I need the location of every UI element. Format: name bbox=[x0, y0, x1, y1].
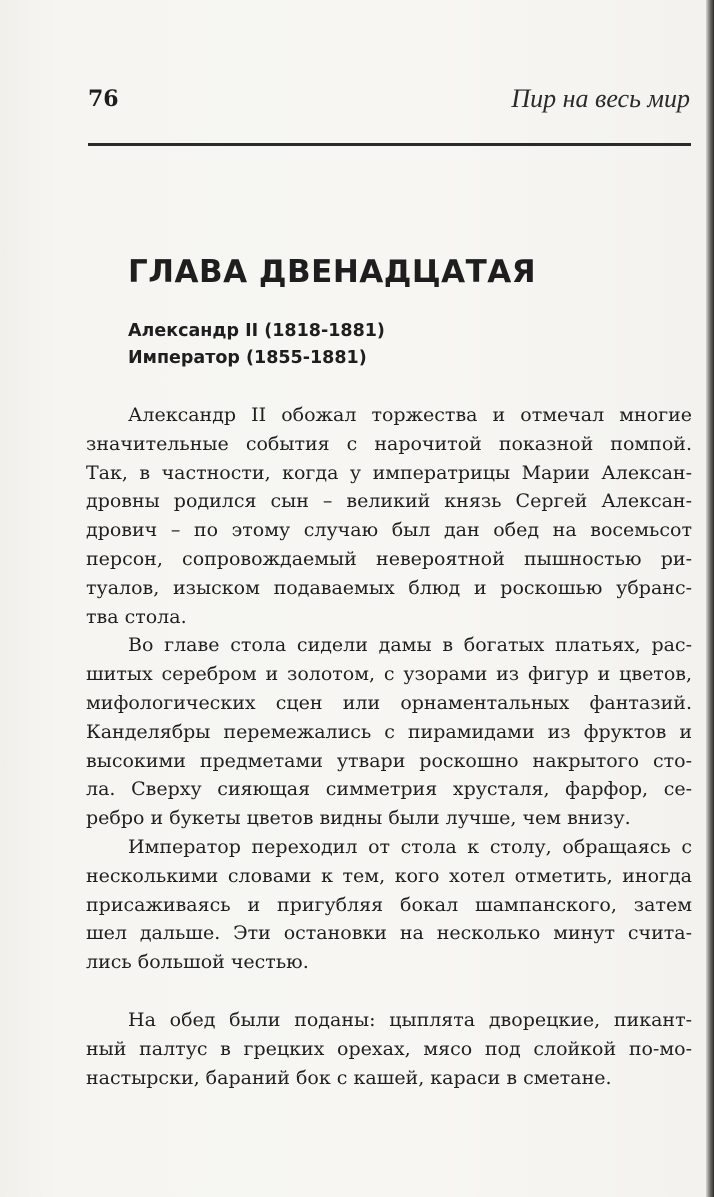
text-line: настырски, бараний бок с кашей, караси в сметане. bbox=[86, 1066, 612, 1089]
text-line: шел дальше. Эти остановки на несколько минут счита- bbox=[86, 922, 692, 945]
paragraph-gap bbox=[86, 977, 692, 1006]
chapter-title: ГЛАВА ДВЕНАДЦАТАЯ bbox=[128, 254, 537, 290]
text-line: дрович – по этому случаю был дан обед на восемьсот bbox=[86, 519, 692, 542]
text-line: присаживаясь и пригубляя бокал шампанского, затем bbox=[86, 893, 692, 916]
text-line: тва стола. bbox=[86, 605, 187, 628]
page-edge-shadow bbox=[706, 0, 714, 1197]
text-line: шитых серебром и золотом, с узорами из фигур и цветов, bbox=[86, 663, 692, 686]
text-line: дровны родился сын – великий князь Сергей Алексан- bbox=[86, 490, 692, 513]
header-rule bbox=[88, 143, 691, 146]
text-line: ла. Сверху сияющая симметрия хрусталя, фарфор, се- bbox=[86, 778, 692, 801]
text-line: высокими предметами утвари роскошно накрытого сто- bbox=[86, 749, 692, 772]
subtitle-line-2: Император (1855-1881) bbox=[128, 348, 367, 368]
text-line: туалов, изыском подаваемых блюд и роскошью убранс- bbox=[86, 576, 692, 599]
text-line: Канделябры перемежались с пирамидами из фруктов и bbox=[86, 720, 692, 743]
running-title: Пир на весь мир bbox=[511, 84, 690, 113]
text-line: персон, сопровождаемый невероятной пышностью ри- bbox=[86, 547, 692, 570]
text-line: Император переходил от стола к столу, обращаясь с bbox=[128, 835, 692, 858]
subtitle-line-1: Александр II (1818-1881) bbox=[128, 321, 385, 341]
text-line: несколькими словами к тем, кого хотел отметить, иногда bbox=[86, 864, 692, 887]
page-header bbox=[88, 84, 692, 124]
text-line: Александр II обожал торжества и отмечал многие bbox=[128, 404, 692, 426]
text-line: мифологических сцен или орнаментальных фантазий. bbox=[86, 691, 692, 714]
text-line: Во главе стола сидели дамы в богатых платьях, рас- bbox=[128, 634, 692, 657]
text-line: Так, в частности, когда у императрицы Марии Алексан- bbox=[86, 461, 692, 484]
page-number: 76 bbox=[88, 86, 119, 112]
body-text bbox=[86, 401, 692, 1092]
text-line: лись большой честью. bbox=[86, 951, 309, 974]
text-line: значительные события с нарочитой показной помпой. bbox=[86, 432, 692, 455]
chapter-subtitle bbox=[128, 318, 628, 372]
text-line: ный палтус в грецких орехах, мясо под слойкой по-мо- bbox=[86, 1037, 692, 1060]
text-line: ребро и букеты цветов видны были лучше, чем внизу. bbox=[86, 807, 631, 830]
text-line: На обед были поданы: цыплята дворецкие, пикант- bbox=[128, 1008, 692, 1031]
